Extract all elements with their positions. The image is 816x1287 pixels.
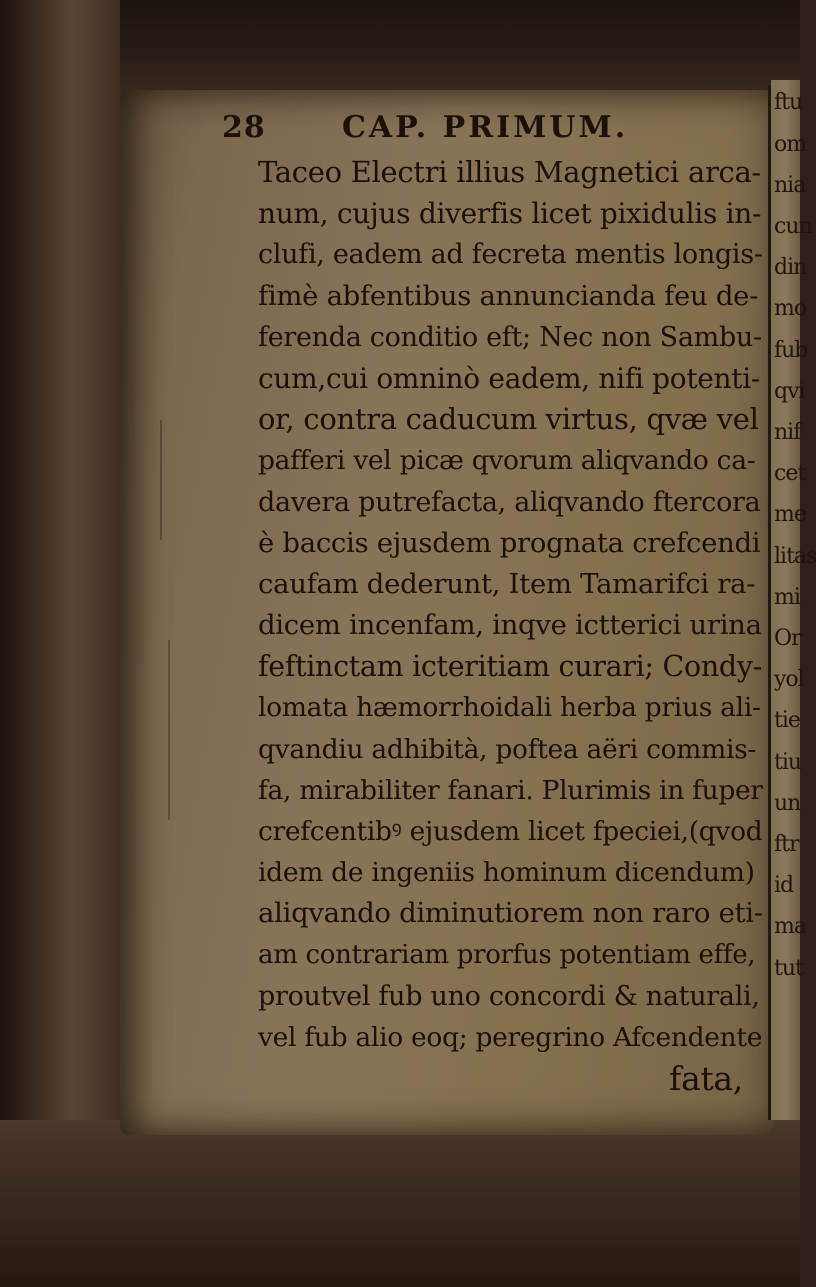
margin-fragment: tie bbox=[774, 708, 800, 733]
text-line: ferenda conditio eft; Nec non Sambu- bbox=[258, 321, 762, 353]
page-number: 28 bbox=[222, 110, 266, 145]
bleed-line bbox=[160, 420, 162, 540]
catchword: fata, bbox=[669, 1059, 743, 1099]
page-header bbox=[222, 108, 762, 156]
bleed-line bbox=[168, 640, 170, 820]
text-line: cum,cui omninò eadem, nifi potenti- bbox=[258, 361, 761, 395]
text-line: vel fub alio eoq; peregrino Afcendente bbox=[258, 1021, 763, 1053]
margin-fragment: cun bbox=[774, 214, 812, 239]
margin-fragment: din bbox=[774, 255, 807, 280]
margin-fragment: nif bbox=[774, 420, 801, 445]
margin-fragment: ma bbox=[774, 914, 806, 939]
text-line: clufi, eadem ad fecreta mentis longis- bbox=[258, 239, 763, 271]
text-line: è baccis ejusdem prognata crefcendi bbox=[258, 526, 761, 559]
binding-top bbox=[0, 0, 800, 100]
text-line: feftinctam icteritiam curari; Condy- bbox=[258, 650, 762, 684]
text-line: caufam dederunt, Item Tamarifci ra- bbox=[258, 567, 756, 600]
text-line: davera putrefacta, aliqvando ftercora bbox=[258, 486, 761, 518]
text-line: proutvel fub uno concordi & naturali, bbox=[258, 980, 760, 1012]
margin-fragment: id bbox=[774, 873, 794, 898]
running-head: CAP. PRIMUM. bbox=[342, 110, 629, 145]
body-text bbox=[258, 152, 763, 1099]
margin-fragment: cet bbox=[774, 461, 806, 486]
text-line: aliqvando diminutiorem non raro eti- bbox=[258, 897, 763, 930]
margin-fragment: ftu bbox=[774, 90, 803, 115]
margin-fragment: me bbox=[774, 502, 806, 527]
margin-fragment: tiu bbox=[774, 750, 802, 775]
margin-fragment: qvi bbox=[774, 379, 805, 404]
margin-fragment: litas bbox=[774, 544, 816, 569]
margin-fragment: yol bbox=[774, 667, 804, 692]
text-line: idem de ingeniis hominum dicendum) bbox=[258, 857, 755, 889]
text-line: fa, mirabiliter fanari. Plurimis in fuper bbox=[258, 774, 763, 806]
margin-fragment: nia bbox=[774, 173, 806, 198]
text-line: dicem incenfam, inqve ictterici urina bbox=[258, 609, 762, 642]
binding-left bbox=[0, 0, 120, 1287]
margin-fragment: ftr bbox=[774, 832, 799, 857]
margin-fragment: un bbox=[774, 791, 801, 816]
margin-fragment: tut bbox=[774, 956, 803, 981]
margin-fragment: Or bbox=[774, 626, 801, 651]
text-line: pafferi vel picæ qvorum aliqvando ca- bbox=[258, 445, 756, 477]
text-line: am contrariam prorfus potentiam effe, bbox=[258, 939, 756, 970]
binding-bottom bbox=[0, 1120, 800, 1287]
text-line: fimè abfentibus annuncianda feu de- bbox=[258, 279, 759, 312]
text-line: qvandiu adhibità, poftea aëri commis- bbox=[258, 733, 757, 765]
margin-fragment: mi bbox=[774, 585, 800, 610]
margin-fragment: mo bbox=[774, 296, 807, 321]
text-line: crefcentibꝰ ejusdem licet fpeciei,(qvod bbox=[258, 816, 763, 847]
facing-page-strip bbox=[771, 80, 816, 1120]
text-line: lomata hæmorrhoidali herba prius ali- bbox=[258, 692, 761, 724]
text-line: Taceo Electri illius Magnetici arca- bbox=[258, 155, 761, 189]
margin-fragment: om bbox=[774, 132, 807, 157]
text-line: num, cujus diverfis licet pixidulis in- bbox=[258, 197, 762, 231]
margin-fragment: fub bbox=[774, 338, 808, 363]
text-line: or, contra caducum virtus, qvæ vel bbox=[258, 402, 759, 437]
